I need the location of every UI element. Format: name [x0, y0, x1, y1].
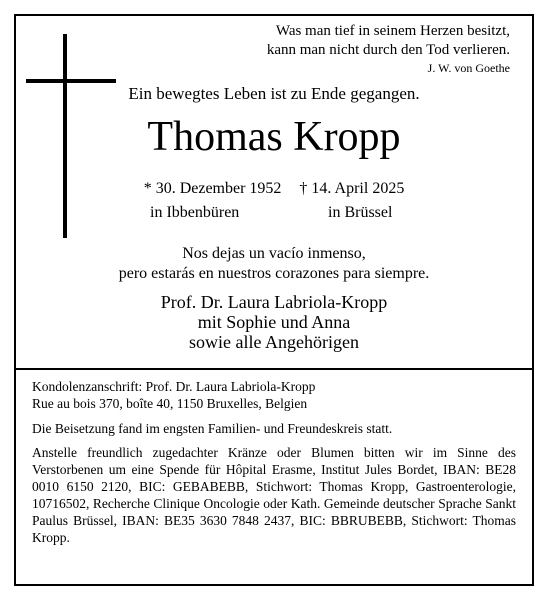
mourners — [16, 292, 532, 352]
quote-line-2: kann man nicht durch den Tod verlieren. — [266, 42, 510, 58]
motto: Ein bewegtes Leben ist zu Ende gegangen. — [128, 84, 420, 103]
birth-date: * 30. Dezember 1952 — [143, 180, 282, 197]
quote-line-1: Was man tief in seinem Herzen besitzt, — [275, 23, 510, 39]
spanish-farewell — [16, 244, 532, 284]
mourner-line-2: mit Sophie und Anna — [197, 312, 351, 332]
birth-place: in Ibbenbüren — [150, 204, 240, 221]
divider — [16, 368, 532, 370]
burial-note: Die Beisetzung fand im engsten Familien- und Freundeskreis statt. — [32, 421, 393, 436]
life-dates — [16, 180, 532, 198]
goethe-quote — [267, 22, 510, 76]
quote-author: J. W. von Goethe — [427, 61, 510, 75]
obituary-frame — [14, 14, 534, 586]
mourner-line-3: sowie alle Angehörigen — [189, 332, 359, 352]
spanish-line-1: Nos dejas un vacío inmenso, — [182, 245, 366, 262]
condolence-line-1: Kondolenzanschrift: Prof. Dr. Laura Labriola-Kropp — [32, 379, 316, 394]
donation-note: Anstelle freundlich zugedachter Kränze oder Blumen bitten wir im Sinne des Verstorbenen um eine Spende für Hôpital Erasme, Institut Jules Bordet, IBAN: BE28 0010 6150 2120, BIC: GEBABEBB, Stichwort: Thomas Kropp, Gastroenterologie, 10716502, Recherche Clinique Oncologie oder Kath. Gemeinde deutscher Sprache Sankt Paulus Brüssel, IBAN: BE35 3630 7848 2437, BIC: BBRUBEBB, Stichwort: Thomas Kropp. — [32, 445, 516, 545]
death-place: in Brüssel — [328, 204, 393, 221]
mourner-line-1: Prof. Dr. Laura Labriola-Kropp — [160, 292, 388, 312]
condolence-line-2: Rue au bois 370, boîte 40, 1150 Bruxelles, Belgien — [32, 396, 308, 411]
spanish-line-2: pero estarás en nuestros corazones para siempre. — [118, 265, 430, 282]
death-date: † 14. April 2025 — [299, 180, 405, 197]
condolence-address — [32, 378, 516, 412]
deceased-name: Thomas Kropp — [147, 114, 401, 160]
